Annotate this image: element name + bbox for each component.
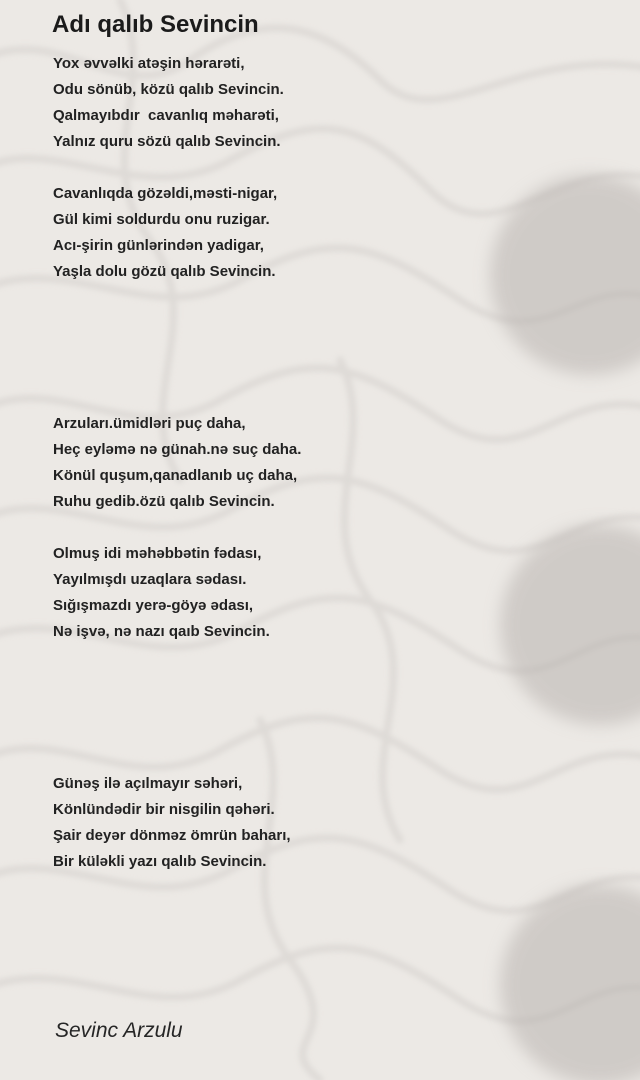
poem-line: Acı-şirin günlərindən yadigar, <box>53 237 264 254</box>
stanza-1 <box>53 51 284 155</box>
stanza-4 <box>53 541 270 645</box>
poem-line: Nə işvə, nə nazı qaıb Sevincin. <box>53 623 270 640</box>
poem-line: Arzuları.ümidləri puç daha, <box>53 415 246 432</box>
poem-line: Cavanlıqda gözəldi,məsti-nigar, <box>53 185 278 202</box>
poem-line: Gül kimi soldurdu onu ruzigar. <box>53 211 270 228</box>
poem-line: Qalmayıbdır cavanlıq məharəti, <box>53 107 279 124</box>
poem-line: Günəş ilə açılmayır səhəri, <box>53 775 243 792</box>
poem-author: Sevinc Arzulu <box>55 1019 183 1042</box>
poem-line: Odu sönüb, közü qalıb Sevincin. <box>53 81 284 98</box>
poem-line: Yalnız quru sözü qalıb Sevincin. <box>53 133 281 150</box>
stanza-3 <box>53 411 301 515</box>
poem-line: Ruhu gedib.özü qalıb Sevincin. <box>53 493 275 510</box>
poem-line: Olmuş idi məhəbbətin fədası, <box>53 545 262 562</box>
poem-line: Şair deyər dönməz ömrün baharı, <box>53 827 291 844</box>
stanza-5 <box>53 771 291 875</box>
poem-line: Sığışmazdı yerə-göyə ədası, <box>53 597 254 614</box>
stanza-2 <box>53 181 277 285</box>
poem-line: Könlündədir bir nisgilin qəhəri. <box>53 801 275 818</box>
poem-line: Yaşla dolu gözü qalıb Sevincin. <box>53 263 276 280</box>
poem-line: Könül quşum,qanadlanıb uç daha, <box>53 467 298 484</box>
poem-line: Heç eyləmə nə günah.nə suç daha. <box>53 441 302 458</box>
poem-line: Yayılmışdı uzaqlara sədası. <box>53 571 247 588</box>
poem-title: Adı qalıb Sevincin <box>52 11 259 38</box>
poem-line: Yox əvvəlki atəşin hərarəti, <box>53 55 245 72</box>
poem-line: Bir küləkli yazı qalıb Sevincin. <box>53 853 267 870</box>
